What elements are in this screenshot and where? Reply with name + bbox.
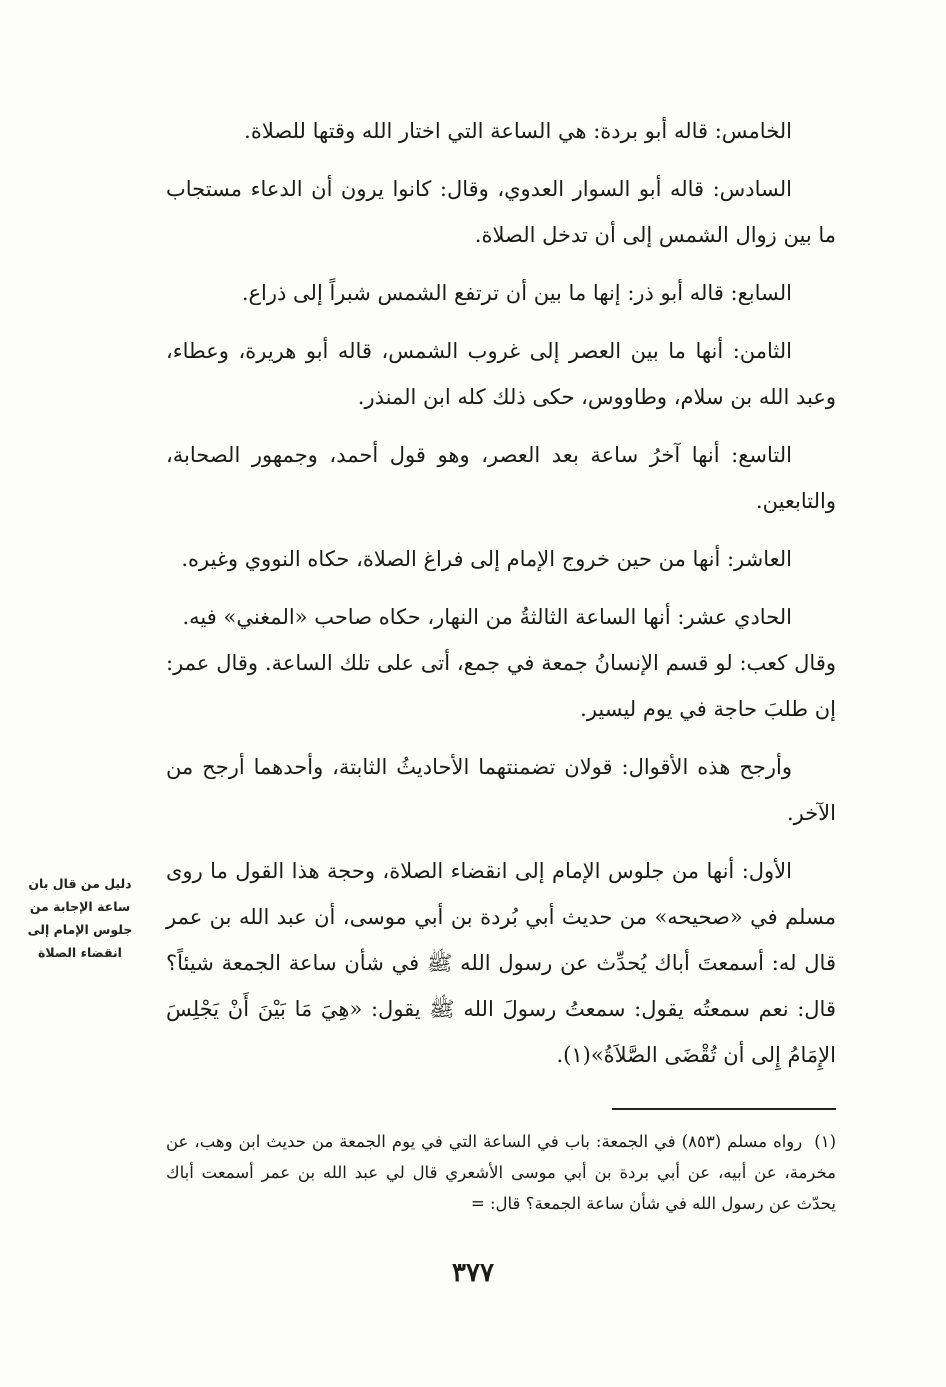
footnote: [166, 1126, 836, 1219]
paragraph-kaab-umar: وقال كعب: لو قسم الإنسانُ جمعة في جمع، أتى على تلك الساعة. وقال عمر: إن طلبَ حاجة في يوم ليسير.: [166, 651, 836, 721]
footnote-divider: [612, 1108, 836, 1110]
margin-note: دليل من قال بان ساعة الإجابة من جلوس الإمام إلى انقضاء الصلاة: [27, 876, 133, 960]
paragraph-first-evidence: الأول: أنها من جلوس الإمام إلى انقضاء الصلاة، وحجة هذا القول ما روى مسلم في «صحيحه» من حديث أبي بُردة بن أبي موسى، أن عبد الله بن عمر قال له: أسمعتَ أباك يُحدِّث عن رسول الله ﷺ في شأن ساعة الجمعة شيئاً؟ قال: نعم سمعتُه يقول: سمعتُ رسولَ الله ﷺ يقول: «هِيَ مَا بَيْنَ أَنْ يَجْلِسَ الإِمَامُ إِلى أن تُقْضَى الصَّلاَةُ»(١).: [166, 859, 836, 1067]
footnote-text: رواه مسلم (٨٥٣) في الجمعة: باب في الساعة التي في يوم الجمعة من حديث ابن وهب، عن مخرمة، عن أبيه، عن أبي بردة بن أبي موسى الأشعري قال لي عبد الله بن عمر أسمعت أباك يحدّث عن رسول الله في شأن ساعة الجمعة؟ قال: =: [166, 1132, 836, 1213]
main-text-body: [166, 108, 836, 1090]
footnote-number: (١): [814, 1132, 836, 1151]
paragraph-ninth-opinion: التاسع: أنها آخرُ ساعة بعد العصر، وهو قول أحمد، وجمهور الصحابة، والتابعين.: [166, 443, 836, 513]
paragraph-tenth-opinion: العاشر: أنها من حين خروج الإمام إلى فراغ الصلاة، حكاه النووي وغيره.: [181, 547, 792, 571]
page-number: ٣٧٧: [452, 1258, 494, 1288]
paragraph-eleventh-opinion: الحادي عشر: أنها الساعة الثالثةُ من النهار، حكاه صاحب «المغني» فيه.: [182, 605, 792, 629]
paragraph-sixth-opinion: السادس: قاله أبو السوار العدوي، وقال: كانوا يرون أن الدعاء مستجاب ما بين زوال الشمس إلى أن تدخل الصلاة.: [166, 177, 836, 247]
paragraph-eighth-opinion: الثامن: أنها ما بين العصر إلى غروب الشمس، قاله أبو هريرة، وعطاء، وعبد الله بن سلام، وطاووس، حكى ذلك كله ابن المنذر.: [166, 339, 836, 409]
paragraph-seventh-opinion: السابع: قاله أبو ذر: إنها ما بين أن ترتفع الشمس شبراً إلى ذراع.: [241, 281, 792, 305]
paragraph-fifth-opinion: الخامس: قاله أبو بردة: هي الساعة التي اختار الله وقتها للصلاة.: [244, 119, 792, 143]
paragraph-most-preferred: وأرجح هذه الأقوال: قولان تضمنتهما الأحاديثُ الثابتة، وأحدهما أرجح من الآخر.: [166, 755, 836, 825]
